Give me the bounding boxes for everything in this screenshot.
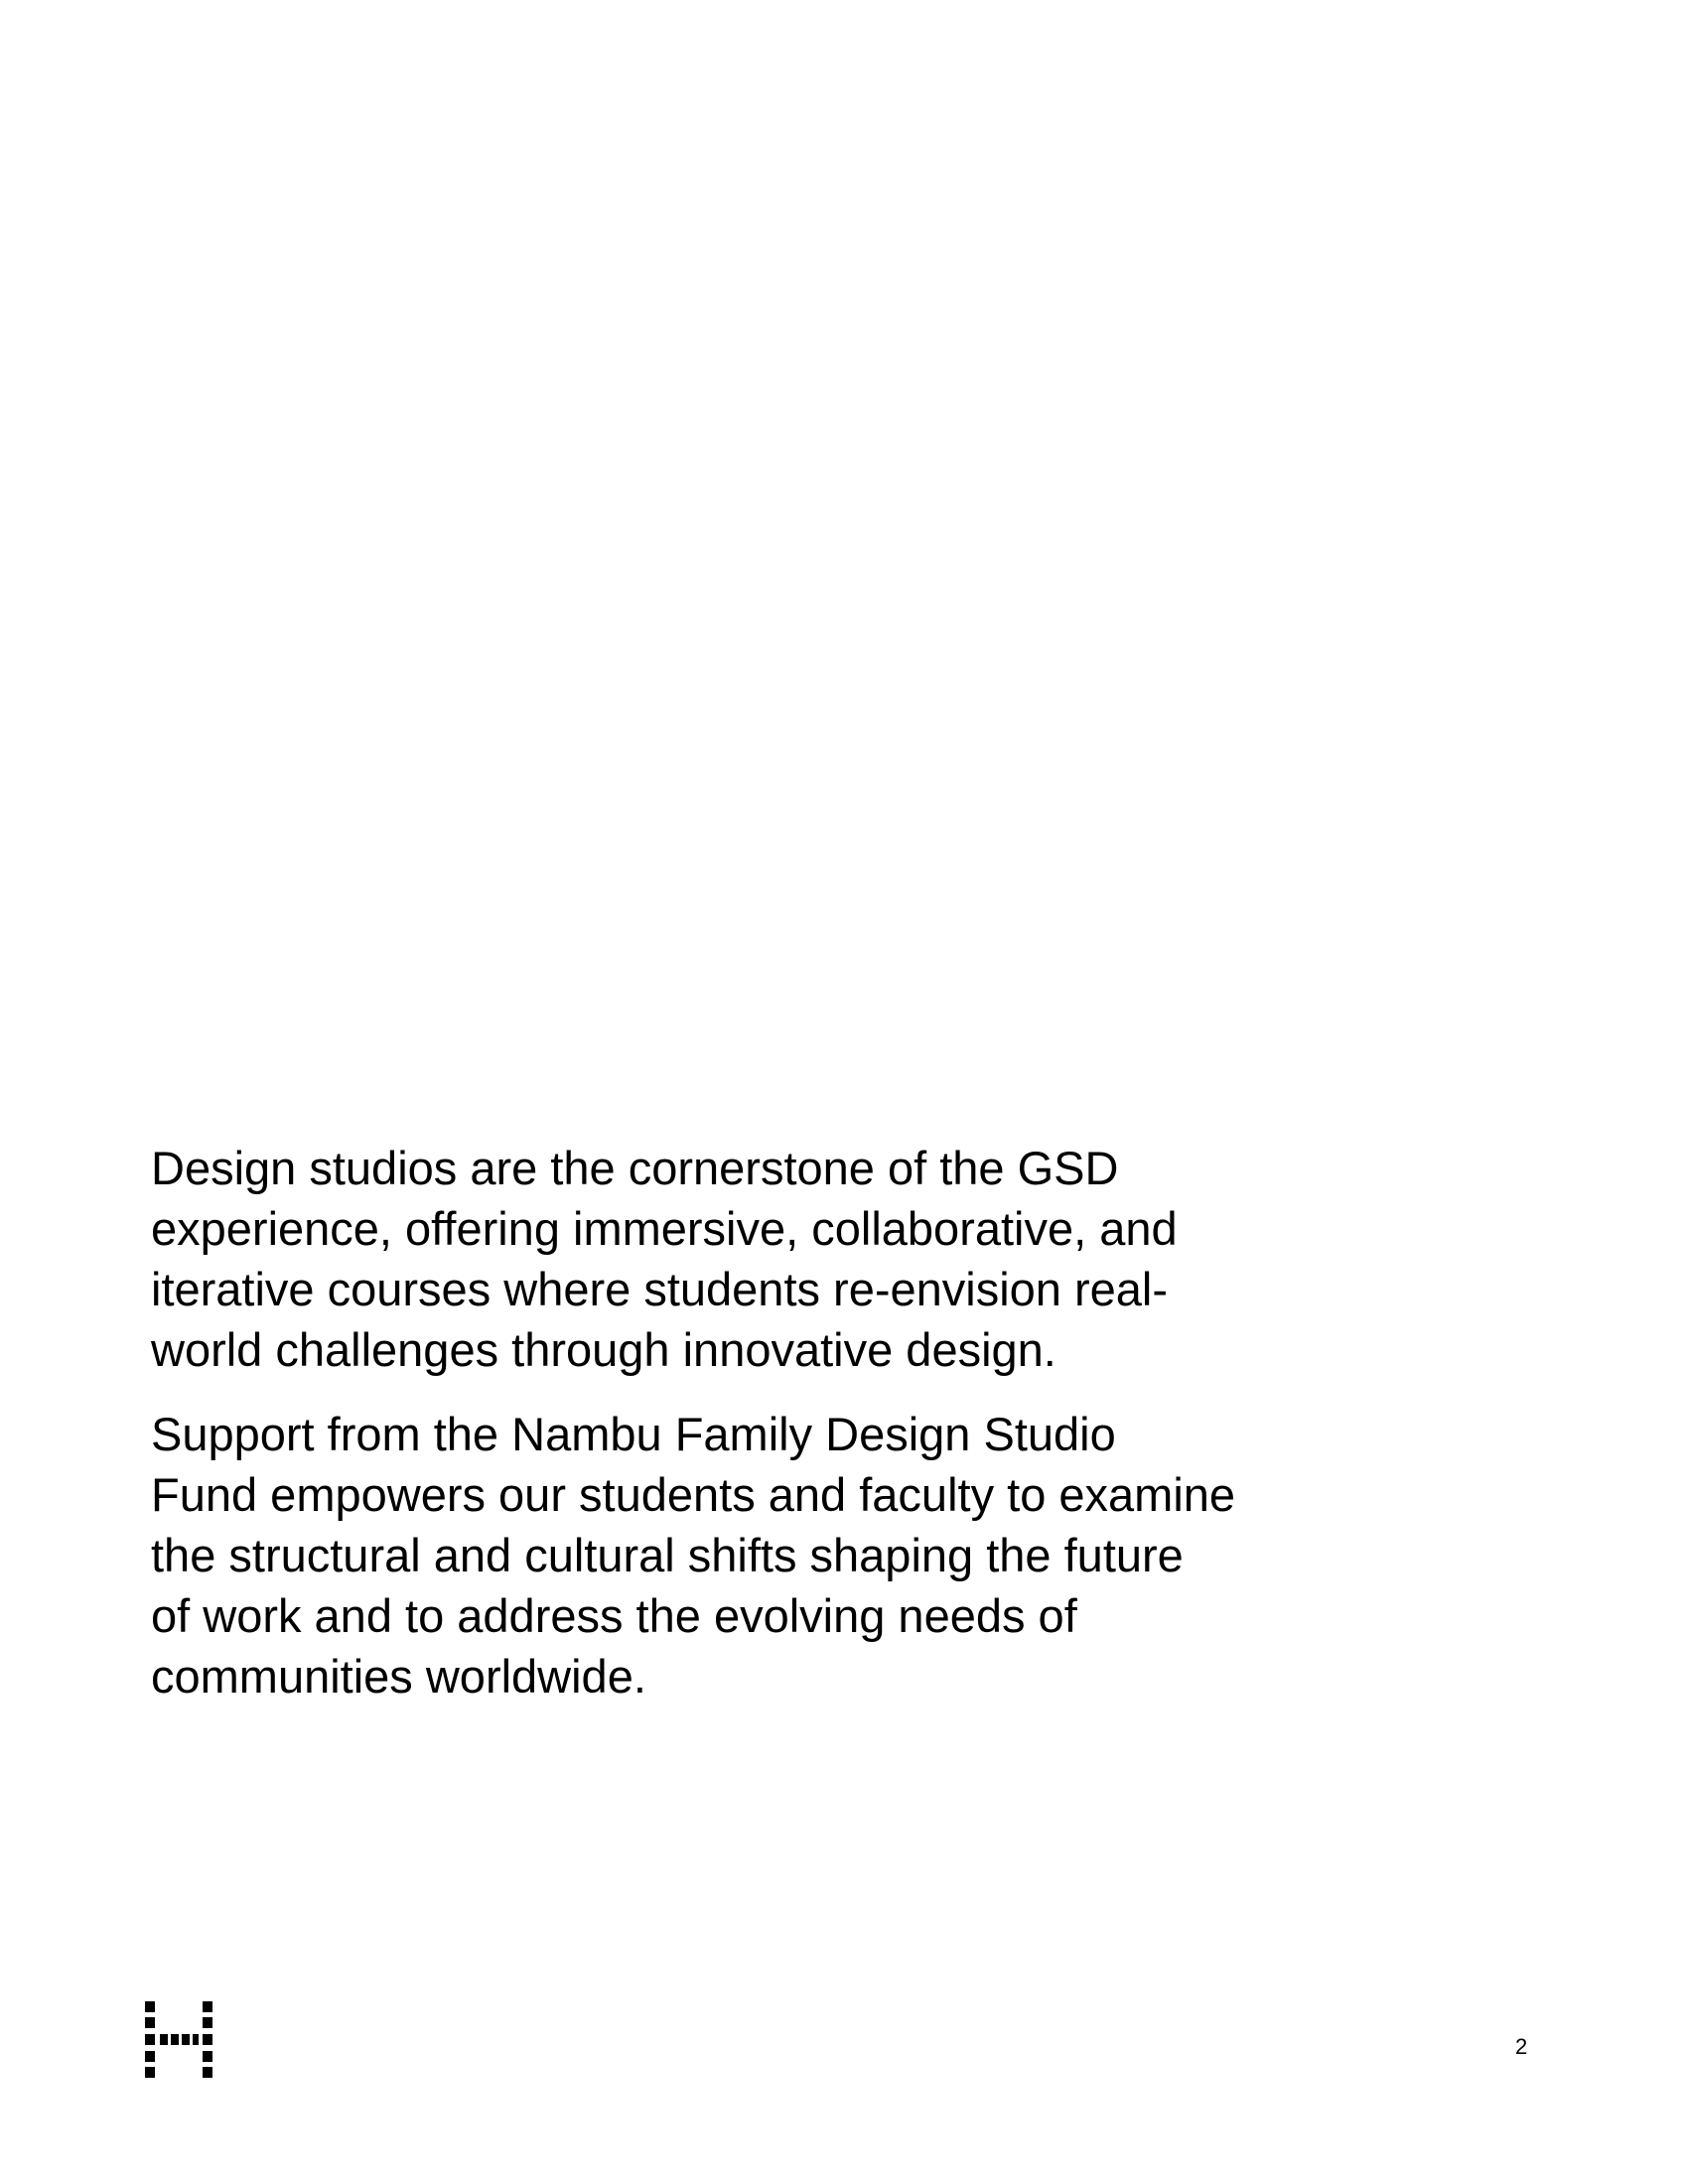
paragraph-line: Support from the Nambu Family Design Studio [151, 1408, 1116, 1460]
paragraph-line: Design studios are the cornerstone of the GSD [151, 1142, 1119, 1194]
paragraph-nambu-fund [151, 1404, 1342, 1706]
page-number: 2 [1515, 2034, 1528, 2059]
paragraph-line: iterative courses where students re-envision real- [151, 1263, 1169, 1315]
paragraph-line: experience, offering immersive, collaborative, and [151, 1202, 1178, 1255]
paragraph-line: world challenges through innovative design. [151, 1323, 1056, 1376]
paragraph-line: of work and to address the evolving needs of [151, 1589, 1077, 1642]
paragraph-line: communities worldwide. [151, 1650, 646, 1703]
paragraph-line: Fund empowers our students and faculty to examine [151, 1468, 1236, 1521]
page-body [151, 1138, 1342, 1706]
paragraph-line: the structural and cultural shifts shaping the future [151, 1529, 1184, 1581]
harvard-gsd-h-logo-icon [145, 2001, 212, 2079]
paragraph-design-studios [151, 1138, 1342, 1380]
